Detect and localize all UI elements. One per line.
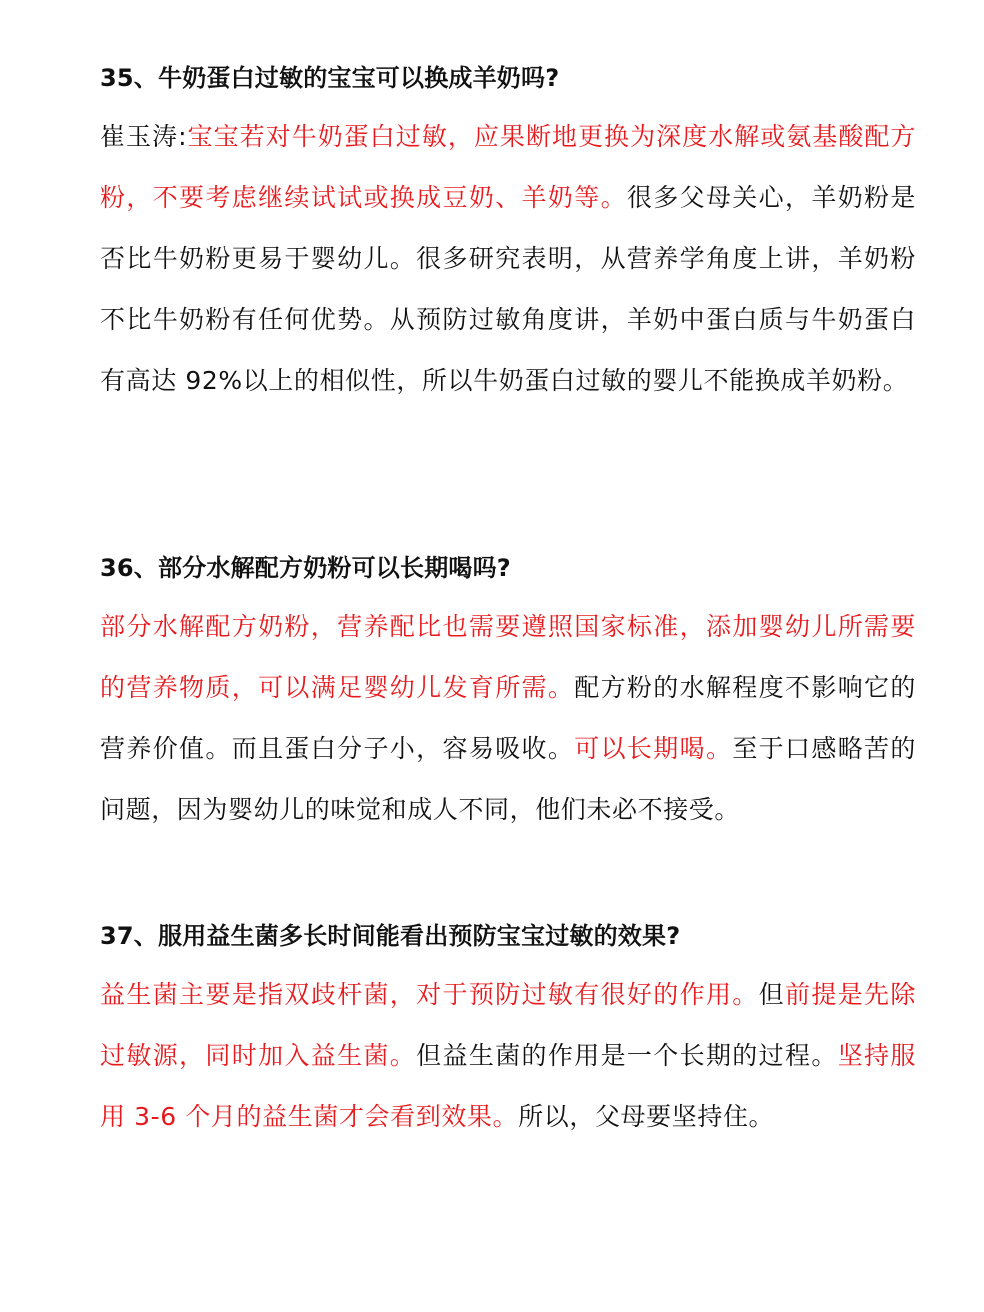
answer-segment: 至于口感略苦的问题，因为婴幼儿的味觉和成人不同，他们未必不接受。	[100, 734, 916, 824]
answer-segment: 配方粉的水解程度不影响它的营养价值。而且蛋白分子小，容易吸收。	[100, 673, 916, 763]
answer-segment: 前提是先除过敏源，同时加入益生菌。	[100, 980, 916, 1070]
qa-item-37	[100, 916, 916, 1147]
answer-segment: 很多父母关心，羊奶粉是否比牛奶粉更易于婴幼儿。很多研究表明，从营养学角度上讲，羊奶粉不比牛奶粉有任何优势。从预防过敏角度讲，羊奶中蛋白质与牛奶蛋白有高达 92%以上的相似性，所以牛奶蛋白过敏的婴儿不能换成羊奶粉。	[100, 183, 916, 395]
answer-segment: 坚持服用 3-6 个月的益生菌才会看到效果。	[100, 1041, 916, 1131]
answer-segment: 但益生菌的作用是一个长期的过程。	[416, 1041, 838, 1070]
answer-segment: 宝宝若对牛奶蛋白过敏，应果断地更换为深度水解或氨基酸配方粉，不要考虑继续试试或换成豆奶、羊奶等。	[100, 122, 916, 212]
answer-segment: 益生菌主要是指双歧杆菌，对于预防过敏有很好的作用。	[100, 980, 759, 1009]
question-heading: 37、服用益生菌多长时间能看出预防宝宝过敏的效果?	[100, 922, 681, 950]
answer-segment: 但	[758, 980, 785, 1009]
question-heading: 35、牛奶蛋白过敏的宝宝可以换成羊奶吗?	[100, 64, 560, 92]
answer-segment: 部分水解配方奶粉，营养配比也需要遵照国家标准，添加婴幼儿所需要的营养物质，可以满足婴幼儿发育所需。	[100, 612, 916, 702]
qa-item-35	[100, 58, 916, 411]
answer-segment: 崔玉涛:	[100, 122, 188, 151]
qa-item-36	[100, 548, 916, 840]
answer-segment: 所以，父母要坚持住。	[518, 1102, 775, 1131]
question-heading: 36、部分水解配方奶粉可以长期喝吗?	[100, 554, 511, 582]
answer-paragraph	[100, 596, 916, 840]
answer-paragraph	[100, 964, 916, 1147]
answer-paragraph	[100, 106, 916, 411]
answer-segment: 可以长期喝。	[574, 734, 733, 763]
